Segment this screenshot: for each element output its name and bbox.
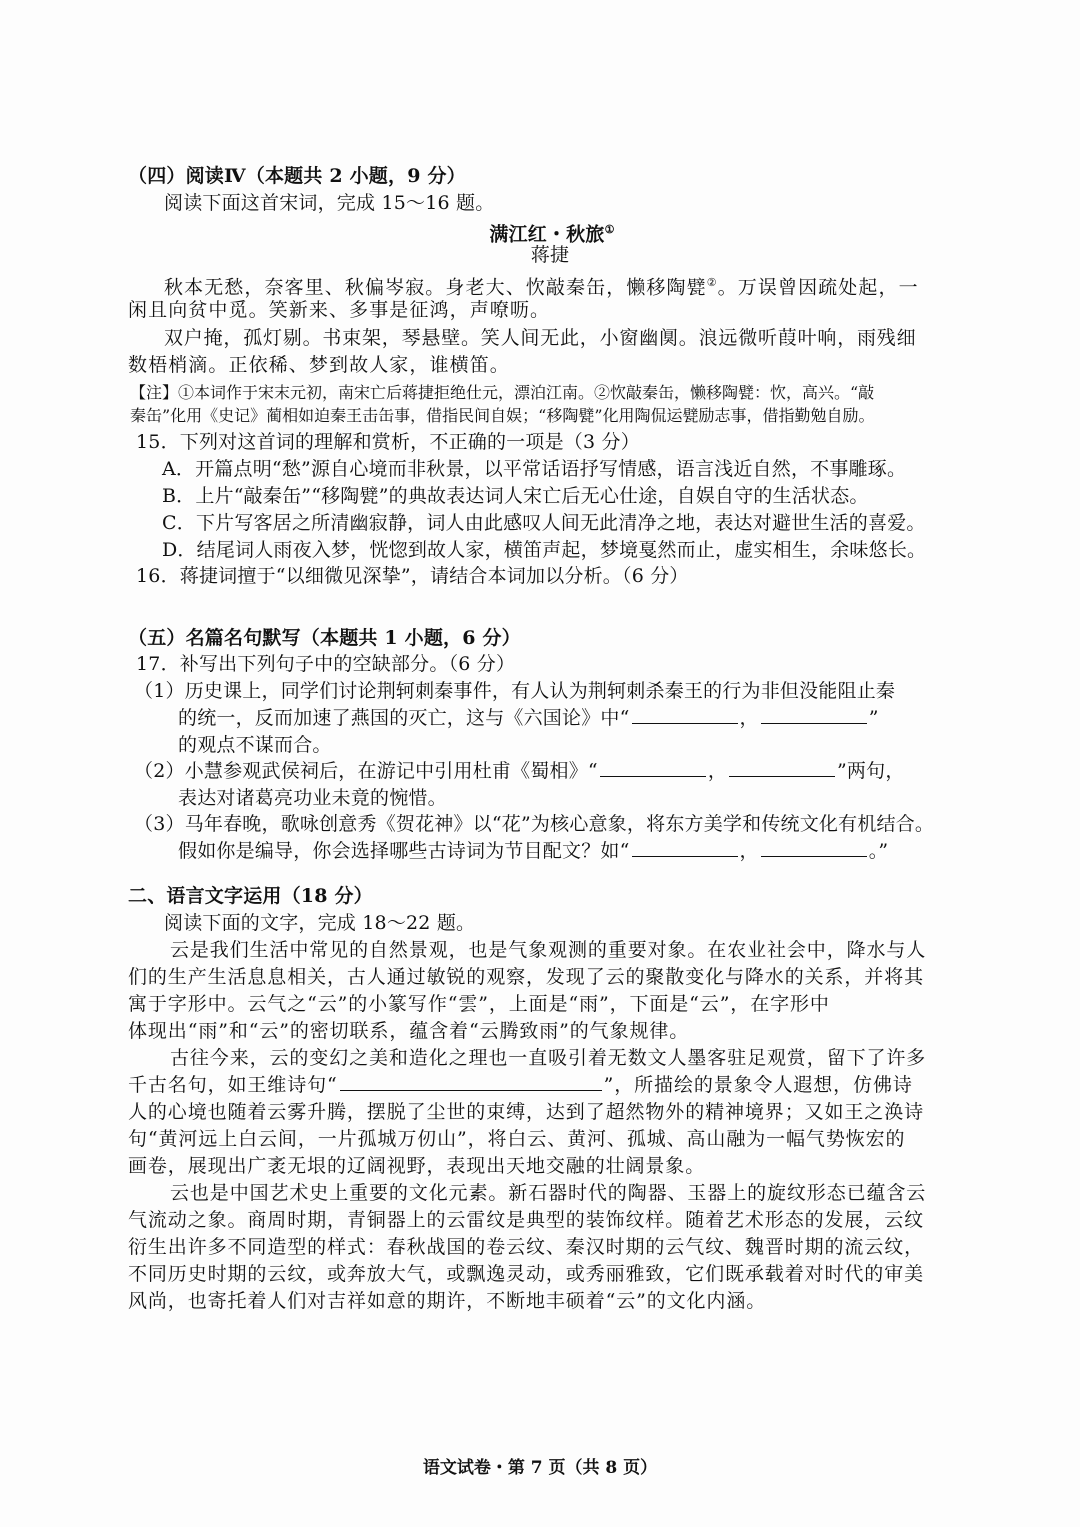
q17-item-2-line-1: （2）小慧参观武侯祠后，在游记中引用杜甫《蜀相》“ ， ”两句， <box>134 760 905 782</box>
poem-stanza1-line2: 闲且向贫中觅。笑新来、多事是征鸿，声嘹呖。 <box>128 299 551 321</box>
paragraph-2-line-3: 人的心境也随着云雾升腾，摆脱了尘世的束缚，达到了超然物外的精神境界；又如王之涣诗 <box>128 1101 925 1123</box>
poem-author: 蒋捷 <box>530 244 570 266</box>
q15-option-d: D．结尾词人雨夜入梦，恍惚到故人家，横笛声起，梦境戛然而止，虚实相生，余味悠长。 <box>162 539 927 561</box>
paragraph-3-line-3: 衍生出许多不同造型的样式：春秋战国的卷云纹、秦汉时期的云气纹、魏晋时期的流云纹， <box>128 1236 925 1258</box>
paragraph-3-line-1: 云也是中国艺术史上重要的文化元素。新石器时代的陶器、玉器上的旋纹形态已蕴含云 <box>170 1182 927 1204</box>
page-footer: 语文试卷・第 7 页（共 8 页） <box>422 1458 658 1478</box>
paragraph-1-line-2: 们的生产生活息息相关，古人通过敏锐的观察，发现了云的聚散变化与降水的关系，并将其 <box>128 966 925 988</box>
q17-item-1-line-1: （1）历史课上，同学们讨论荆轲刺秦事件，有人认为荆轲刺杀秦王的行为非但没能阻止秦 <box>134 680 896 702</box>
paragraph-1-line-1: 云是我们生活中常见的自然景观，也是气象观测的重要对象。在农业社会中，降水与人 <box>170 939 927 961</box>
section-5-heading: （五）名篇名句默写（本题共 1 小题，6 分） <box>128 627 521 649</box>
answer-blank-3b[interactable] <box>761 838 867 857</box>
answer-blank-wang-wei[interactable] <box>340 1072 602 1091</box>
paragraph-2-line-4: 句“黄河远上白云间，一片孤城万仞山”，将白云、黄河、孤城、高山融为一幅气势恢宏的 <box>128 1128 906 1150</box>
question-16: 16．蒋捷词擅于“以细微见深挚”，请结合本词加以分析。（6 分） <box>136 565 689 587</box>
answer-blank-3a[interactable] <box>632 838 738 857</box>
paragraph-3-line-4: 不同历史时期的云纹，或奔放大气，或飘逸灵动，或秀丽雅致，它们既承载着对时代的审美 <box>128 1263 925 1285</box>
paragraph-1-line-4: 体现出“雨”和“云”的密切联系，蕴含着“云腾致雨”的气象规律。 <box>128 1020 690 1042</box>
q17-item-2-line-2: 表达对诸葛亮功业未竟的惋惜。 <box>178 787 447 809</box>
part-2-instruction: 阅读下面的文字，完成 18～22 题。 <box>164 912 476 934</box>
section-4-instruction: 阅读下面这首宋词，完成 15～16 题。 <box>164 192 495 214</box>
question-15: 15．下列对这首词的理解和赏析，不正确的一项是（3 分） <box>136 431 640 453</box>
paragraph-1-line-3: 寓于字形中。云气之“云”的小篆写作“雲”，上面是“雨”，下面是“云”，在字形中 <box>128 993 830 1015</box>
q15-option-c: C．下片写客居之所清幽寂静，词人由此感叹人间无此清净之地，表达对避世生活的喜爱。 <box>162 512 926 534</box>
annotation-line-2: 秦缶”化用《史记》蔺相如迫秦王击缶事，借指民间自娱；“移陶甓”化用陶侃运甓励志事，借指勤勉自励。 <box>130 406 875 425</box>
q15-option-a: A．开篇点明“愁”源自心境而非秋景，以平常话语抒写情感，语言浅近自然，不事雕琢。 <box>162 458 907 480</box>
q17-item-1-line-2: 的统一，反而加速了燕国的灭亡，这与《六国论》中“ ， ” <box>178 707 879 729</box>
part-2-heading: 二、语言文字运用（18 分） <box>128 885 373 907</box>
poem-title-note: ① <box>604 223 615 236</box>
q17-item-1-line-3: 的观点不谋而合。 <box>178 734 332 756</box>
paragraph-2-line-2: 千古名句，如王维诗句“ ”，所描绘的景象令人遐想，仿佛诗 <box>128 1074 913 1096</box>
section-4-heading: （四）阅读Ⅳ（本题共 2 小题，9 分） <box>128 165 466 187</box>
poem-stanza2-line2: 数梧梢滴。正依稀、梦到故人家，谁横笛。 <box>128 354 510 376</box>
poem-stanza2-line1: 双户掩，孤灯剔。书束架，琴悬壁。笑人间无此，小窗幽阒。浪远微听葭叶响，雨残细 <box>164 327 917 349</box>
answer-blank-2b[interactable] <box>729 758 835 777</box>
annotation-line-1: 【注】①本词作于宋末元初，南宋亡后蒋捷拒绝仕元，漂泊江南。②忺敲秦缶，懒移陶甓：忺，高兴。“敲 <box>130 383 875 402</box>
paragraph-3-line-2: 气流动之象。商周时期，青铜器上的云雷纹是典型的装饰纹样。随着艺术形态的发展，云纹 <box>128 1209 925 1231</box>
q17-item-3-line-2: 假如你是编导，你会选择哪些古诗词为节目配文？如“ ， 。” <box>178 840 889 862</box>
q17-item-3-line-1: （3）马年春晚，歌咏创意秀《贺花神》以“花”为核心意象，将东方美学和传统文化有机结合。 <box>134 813 935 835</box>
poem-stanza1-line1: 秋本无愁，奈客里、秋偏岑寂。身老大、忺敲秦缶，懒移陶甓②。万误曾因疏处起，一 <box>164 276 919 299</box>
poem-title: 满江红・秋旅① <box>489 223 615 246</box>
paragraph-3-line-5: 风尚，也寄托着人们对吉祥如意的期许，不断地丰硕着“云”的文化内涵。 <box>128 1290 767 1312</box>
question-17: 17．补写出下列句子中的空缺部分。（6 分） <box>136 653 516 675</box>
paragraph-2-line-1: 古往今来，云的变幻之美和造化之理也一直吸引着无数文人墨客驻足观赏，留下了许多 <box>170 1047 927 1069</box>
answer-blank-1b[interactable] <box>761 705 867 724</box>
paragraph-2-line-5: 画卷，展现出广袤无垠的辽阔视野，表现出天地交融的壮阔景象。 <box>128 1155 706 1177</box>
answer-blank-2a[interactable] <box>600 758 706 777</box>
answer-blank-1a[interactable] <box>632 705 738 724</box>
q15-option-b: B．上片“敲秦缶”“移陶甓”的典故表达词人宋亡后无心仕途，自娱自守的生活状态。 <box>162 485 869 507</box>
